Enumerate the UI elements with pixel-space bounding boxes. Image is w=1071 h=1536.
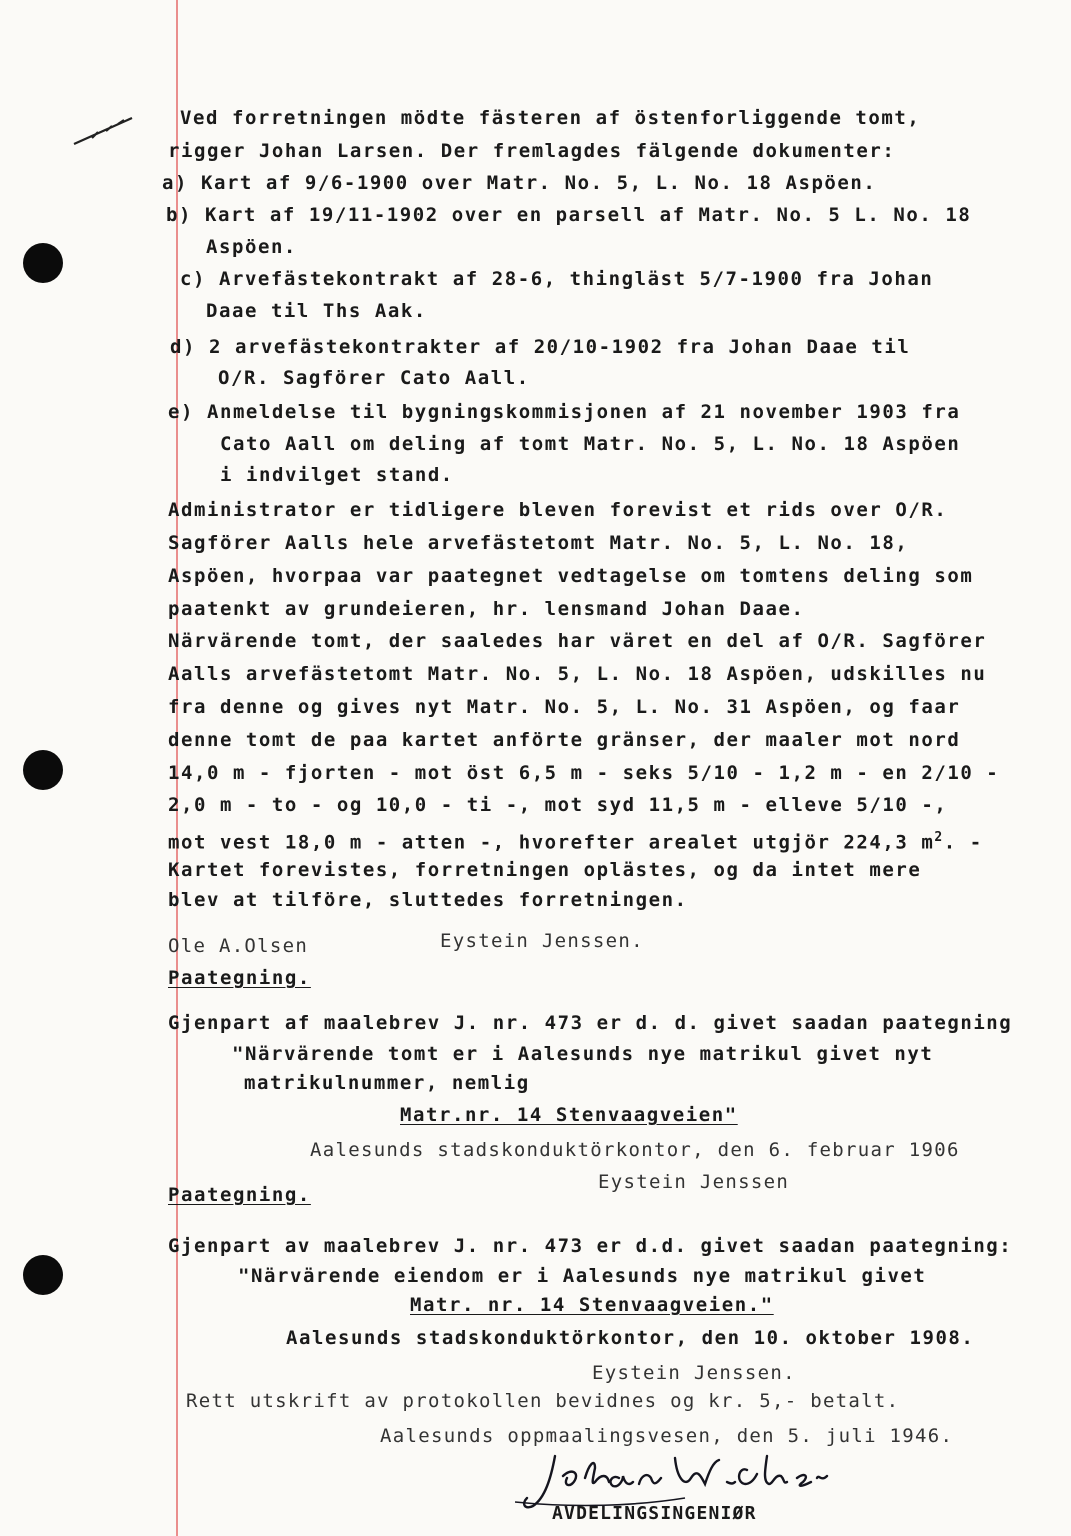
body-line: d) 2 arvefästekontrakter af 20/10-1902 fra Johan Daae til bbox=[170, 336, 911, 358]
endorsement-matrikkel: Matr.nr. 14 Stenvaagveien" bbox=[400, 1104, 738, 1126]
body-line: denne tomt de paa kartet anförte gränser, der maaler mot nord bbox=[168, 729, 961, 751]
area-superscript: 2 bbox=[934, 830, 944, 845]
punch-hole bbox=[23, 750, 63, 790]
body-line: Cato Aall om deling af tomt Matr. No. 5, L. No. 18 Aspöen bbox=[220, 433, 961, 455]
pen-mark-icon bbox=[72, 112, 142, 148]
body-line: rigger Johan Larsen. Der fremlagdes fälgende dokumenter: bbox=[168, 140, 896, 162]
body-line: fra denne og gives nyt Matr. No. 5, L. No. 31 Aspöen, og faar bbox=[168, 696, 961, 718]
body-line: Aspöen. bbox=[206, 236, 297, 258]
signatory-olsen: Ole A.Olsen bbox=[168, 935, 309, 957]
body-line: paatenkt av grundeieren, hr. lensmand Johan Daae. bbox=[168, 598, 805, 620]
body-line: Närvärende tomt, der saaledes har väret en del af O/R. Sagförer bbox=[168, 630, 987, 652]
body-line: Aspöen, hvorpaa var paategnet vedtagelse om tomtens deling som bbox=[168, 565, 974, 587]
body-line: a) Kart af 9/6-1900 over Matr. No. 5, L. No. 18 Aspöen. bbox=[162, 172, 877, 194]
endorsement-place-date: Aalesunds stadskonduktörkontor, den 10. oktober 1908. bbox=[286, 1327, 975, 1349]
endorsement-line: Gjenpart af maalebrev J. nr. 473 er d. d. givet saadan paategning bbox=[168, 1012, 1013, 1034]
body-line: Kartet forevistes, forretningen oplästes, og da intet mere bbox=[168, 859, 922, 881]
endorsement-place-date: Aalesunds stadskonduktörkontor, den 6. februar 1906 bbox=[310, 1139, 960, 1161]
body-line: Daae til Ths Aak. bbox=[206, 300, 427, 322]
endorsement-line: Gjenpart av maalebrev J. nr. 473 er d.d. givet saadan paategning: bbox=[168, 1235, 1013, 1257]
area-tail: . - bbox=[943, 831, 983, 854]
endorsement-line: "Närvärende tomt er i Aalesunds nye matrikul givet nyt bbox=[232, 1043, 934, 1065]
body-line: blev at tilföre, sluttedes forretningen. bbox=[168, 889, 688, 911]
endorsement-matrikkel: Matr. nr. 14 Stenvaagveien." bbox=[410, 1294, 774, 1316]
endorsement-signatory: Eystein Jenssen bbox=[598, 1171, 790, 1193]
body-line: b) Kart af 19/11-1902 over en parsell af Matr. No. 5 L. No. 18 bbox=[166, 204, 972, 226]
body-line: e) Anmeldelse til bygningskommisjonen af 21 november 1903 fra bbox=[168, 401, 961, 423]
endorsement-line: matrikulnummer, nemlig bbox=[244, 1072, 530, 1094]
endorsement-heading: Paategning. bbox=[168, 1184, 311, 1206]
endorsement-signatory: Eystein Jenssen. bbox=[592, 1362, 796, 1384]
punch-hole bbox=[23, 243, 63, 283]
body-line: O/R. Sagförer Cato Aall. bbox=[218, 367, 530, 389]
punch-hole bbox=[23, 1255, 63, 1295]
body-line-area bbox=[168, 826, 983, 854]
body-line: i indvilget stand. bbox=[220, 464, 454, 486]
body-line: Administrator er tidligere bleven forevist et rids over O/R. bbox=[168, 499, 948, 521]
certification-line: Rett utskrift av protokollen bevidnes og kr. 5,- betalt. bbox=[186, 1390, 900, 1412]
signatory-jenssen: Eystein Jenssen. bbox=[440, 930, 644, 952]
body-line: Ved forretningen mödte fästeren af östenforliggende tomt, bbox=[180, 107, 921, 129]
endorsement-heading: Paategning. bbox=[168, 967, 311, 989]
stamp-title: AVDELINGSINGENIØR bbox=[552, 1503, 757, 1524]
area-text: mot vest 18,0 m - atten -, hvorefter arealet utgjör 224,3 m bbox=[168, 831, 935, 854]
body-line: Sagförer Aalls hele arvefästetomt Matr. No. 5, L. No. 18, bbox=[168, 532, 909, 554]
body-line: Aalls arvefästetomt Matr. No. 5, L. No. 18 Aspöen, udskilles nu bbox=[168, 663, 987, 685]
endorsement-line: "Närvärende eiendom er i Aalesunds nye matrikul givet bbox=[238, 1265, 927, 1287]
body-line: c) Arvefästekontrakt af 28-6, thingläst 5/7-1900 fra Johan bbox=[180, 268, 934, 290]
body-line: 14,0 m - fjorten - mot öst 6,5 m - seks 5/10 - 1,2 m - en 2/10 - bbox=[168, 762, 1000, 784]
certification-place-date: Aalesunds oppmaalingsvesen, den 5. juli 1946. bbox=[380, 1425, 954, 1447]
body-line: 2,0 m - to - og 10,0 - ti -, mot syd 11,5 m - elleve 5/10 -, bbox=[168, 794, 948, 816]
